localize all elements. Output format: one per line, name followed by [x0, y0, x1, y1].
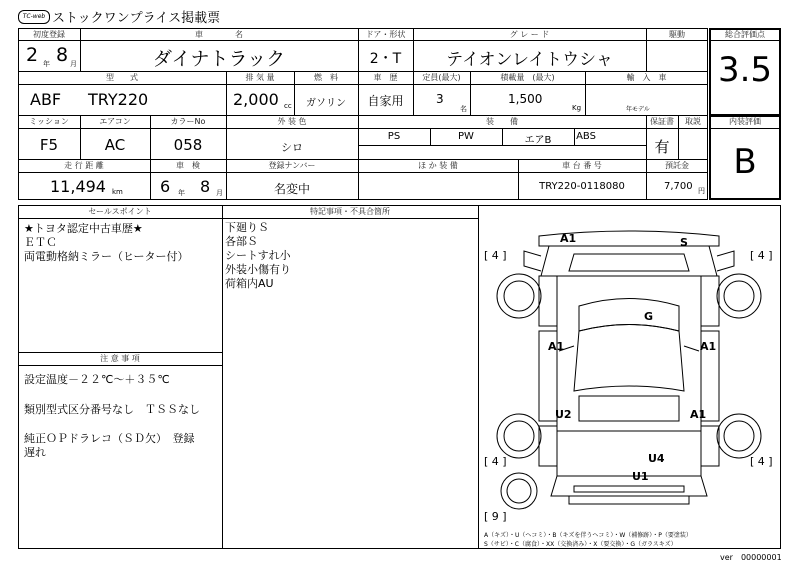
- sales-point-3: 両電動格納ミラー（ヒーター付）: [24, 250, 189, 263]
- tire-rear-right: [ 4 ]: [750, 455, 773, 468]
- label-color-no: カラーNo: [170, 117, 206, 126]
- warranty-value: 有: [654, 138, 670, 156]
- label-first-reg: 初度登録: [33, 30, 65, 39]
- note-2: 各部Ｓ: [225, 235, 258, 248]
- mark-g: G: [644, 310, 654, 323]
- label-mileage: 走 行 距 離: [64, 161, 104, 170]
- label-grade: グ レ ー ド: [509, 30, 550, 39]
- equipment-abs: ABS: [576, 131, 596, 142]
- note-3: シートすれ小: [225, 249, 291, 262]
- label-fuel: 燃 料: [314, 73, 338, 82]
- inspection-month-value: 8: [200, 177, 211, 196]
- unit-cc: cc: [284, 102, 292, 110]
- tire-spare: [ 9 ]: [484, 510, 507, 523]
- chassis-no-value: TRY220-0118080: [539, 181, 625, 192]
- tire-front-left: [ 4 ]: [484, 249, 507, 262]
- exterior-color-value: シロ: [281, 141, 303, 154]
- mark-a1-front: A1: [560, 232, 577, 245]
- vehicle-diagram: [479, 206, 780, 548]
- inspection-year-value: 6: [160, 177, 171, 196]
- equipment-airbag: エアB: [524, 135, 552, 146]
- history-value: 自家用: [367, 94, 404, 108]
- mark-s-front: S: [680, 236, 688, 249]
- label-sales-point: セールスポイント: [88, 207, 152, 216]
- first-reg-year: 2: [26, 44, 39, 66]
- fuel-value: ガソリン: [306, 98, 346, 109]
- version-label: ver 00000001: [720, 553, 782, 562]
- note-4: 外装小傷有り: [225, 263, 291, 276]
- label-displacement: 排 気 量: [245, 73, 275, 82]
- tire-rear-left: [ 4 ]: [484, 455, 507, 468]
- model-prefix-value: ABF: [30, 90, 62, 109]
- unit-kg: Kg: [572, 104, 582, 112]
- caution-3: 純正ＯＰドラレコ（ＳＤ欠） 登録 遅れ: [24, 432, 195, 459]
- deposit-value: 7,700: [664, 181, 693, 192]
- aircon-value: AC: [104, 136, 126, 154]
- mark-u2: U2: [555, 408, 572, 421]
- logo: TC-web: [18, 10, 50, 24]
- label-exterior-color: 外 装 色: [277, 117, 307, 126]
- label-mission: ミッション: [29, 117, 69, 126]
- unit-km: km: [112, 188, 123, 196]
- label-reg-number: 登録ナンバー: [268, 161, 316, 170]
- first-reg-month: 8: [56, 44, 69, 66]
- label-warranty: 保証書: [650, 117, 674, 126]
- label-load: 積載量 (最大): [500, 73, 555, 82]
- label-interior-score: 内装評価: [729, 117, 761, 126]
- label-deposit: 預託金: [665, 161, 689, 170]
- model-value: TRY220: [88, 90, 149, 109]
- mark-a1-left: A1: [548, 340, 565, 353]
- legend-line-1: A（キズ）・U（ヘコミ）・B（キズを伴うヘコミ）・W（補修跡）・P（要塗装）: [484, 532, 692, 539]
- unit-month: 月: [70, 60, 77, 68]
- unit-insp-year: 年: [178, 189, 185, 197]
- label-equipment: 装 備: [486, 117, 518, 126]
- load-value: 1,500: [508, 92, 543, 106]
- label-door-shape: ドア・形状: [365, 30, 406, 39]
- unit-persons: 名: [460, 105, 467, 113]
- car-name-value: ダイナトラック: [152, 48, 286, 70]
- label-import: 輸 入 車: [626, 73, 667, 82]
- legend-line-2: S（サビ）・C（腐食）・XX（交換済み）・X（要交換）・G（ガラスキズ）: [484, 541, 677, 548]
- tire-front-right: [ 4 ]: [750, 249, 773, 262]
- sales-point-1: ★トヨタ認定中古車歴★: [24, 222, 143, 235]
- capacity-value: 3: [436, 92, 444, 106]
- mileage-value: 11,494: [50, 177, 106, 196]
- label-car-name: 車 名: [195, 30, 243, 39]
- door-shape-value: 2・T: [369, 51, 402, 67]
- unit-year-model: 年モデル: [626, 106, 650, 113]
- color-no-value: 058: [173, 136, 203, 154]
- label-drive: 駆動: [669, 30, 685, 39]
- mark-u4: U4: [648, 452, 665, 465]
- label-manual: 取説: [685, 117, 701, 126]
- unit-insp-month: 月: [216, 189, 223, 197]
- note-5: 荷箱内AU: [225, 277, 274, 290]
- equipment-pw: PW: [458, 131, 474, 142]
- interior-score-value: B: [733, 142, 757, 182]
- mission-value: F5: [39, 136, 59, 154]
- grade-value: テイオンレイトウシャ: [446, 50, 613, 70]
- label-notes: 特記事項・不具合箇所: [310, 207, 390, 216]
- caution-1: 設定温度－２２℃～＋３５℃: [24, 373, 170, 386]
- mark-u1: U1: [632, 470, 649, 483]
- mark-a1-right: A1: [700, 340, 717, 353]
- caution-2: 類別型式区分番号なし ＴＳＳなし: [24, 403, 200, 416]
- page-title: ストックワンプライス掲載票: [52, 11, 221, 26]
- unit-yen: 円: [698, 187, 705, 195]
- label-model: 型 式: [106, 73, 138, 82]
- mark-a1-rear: A1: [690, 408, 707, 421]
- sales-point-2: ＥＴＣ: [24, 236, 57, 249]
- label-aircon: エアコン: [99, 117, 131, 126]
- label-history: 車 歴: [373, 73, 398, 82]
- equipment-ps: PS: [387, 131, 401, 142]
- label-inspection: 車 検: [176, 161, 200, 170]
- label-capacity: 定員(最大): [422, 73, 461, 82]
- label-total-score: 総合評価点: [725, 30, 765, 39]
- label-chassis-no: 車 台 番 号: [562, 161, 602, 170]
- label-caution: 注 意 事 項: [100, 354, 140, 363]
- unit-year: 年: [43, 60, 50, 68]
- label-other-equipment: ほ か 装 備: [418, 161, 458, 170]
- note-1: 下廻りＳ: [225, 221, 269, 234]
- total-score-value: 3.5: [717, 50, 773, 90]
- displacement-value: 2,000: [233, 90, 279, 109]
- reg-number-value: 名変中: [273, 182, 310, 196]
